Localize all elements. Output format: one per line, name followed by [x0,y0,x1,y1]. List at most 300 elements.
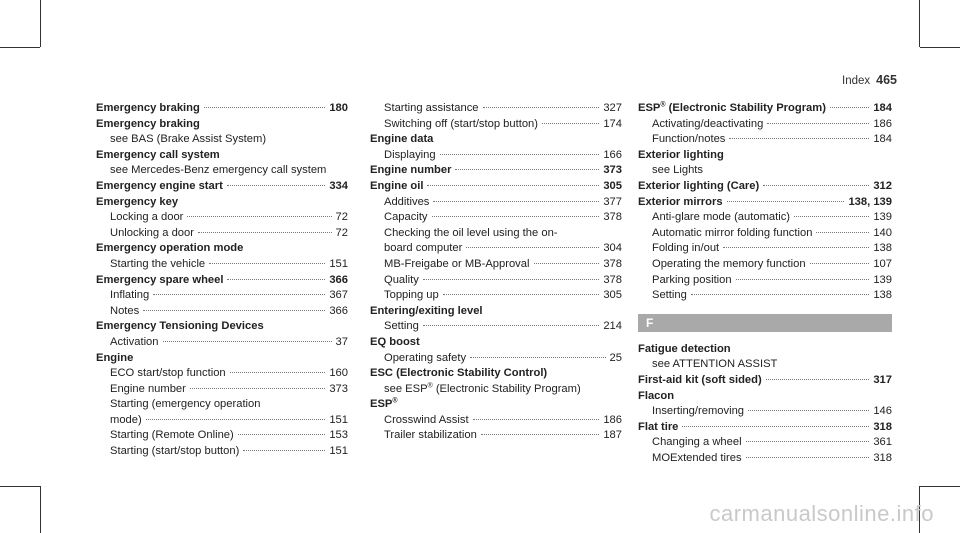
index-subentry [638,257,892,273]
entry-text [96,195,178,211]
index-entry [96,148,348,164]
leader-dots [727,201,845,202]
leader-dots [483,107,600,108]
entry-text [638,342,731,358]
entry-text [110,226,194,242]
entry-text [638,389,674,405]
entry-label: MOExtended tires [652,451,742,464]
entry-label: Engine oil [370,179,424,192]
entry-label: Starting the vehicle [110,257,206,270]
page-ref: 312 [873,179,892,192]
entry-label: Emergency braking [96,117,200,130]
entry-label: Emergency call system [96,148,220,161]
entry-text [384,226,558,242]
index-entry [638,420,892,436]
entry-label: Entering/exiting level [370,304,483,317]
index-subentry [96,288,348,304]
leader-dots [230,372,326,373]
entry-text [652,257,806,273]
entry-label: Checking the oil level using the on- [384,226,558,239]
entry-label: Quality [384,273,419,286]
index-entry [96,101,348,117]
page-ref: 366 [329,273,348,286]
index-subentry [638,357,892,373]
entry-text [370,397,398,413]
page-ref: 318 [873,420,892,433]
entry-label: board computer [384,242,463,255]
entry-text [384,195,429,211]
entry-label: Unlocking a door [110,226,194,239]
entry-text [652,357,777,373]
leader-dots [198,232,332,233]
entry-text [110,304,139,320]
entry-text [110,382,186,398]
entry-label: Displaying [384,148,436,161]
entry-text [370,132,433,148]
index-subentry [638,435,892,451]
entry-text [652,288,687,304]
leader-dots [204,107,325,108]
index-subentry [370,241,622,257]
index-entry [96,117,348,133]
entry-text [110,397,261,413]
crop-mark [40,486,41,533]
leader-dots [190,388,325,389]
entry-label: Operating the memory function [652,257,806,270]
entry-text [110,428,234,444]
page-ref: 361 [873,436,892,449]
page-ref: 214 [603,320,622,333]
entry-text [652,226,812,242]
index-subentry [96,335,348,351]
leader-dots [746,457,870,458]
entry-label: see ESP [384,382,428,395]
page-ref: 72 [335,226,348,239]
page-ref: 317 [873,373,892,386]
entry-text [110,444,239,460]
entry-text [638,195,723,211]
leader-dots [427,185,599,186]
page-ref: 151 [329,413,348,426]
registered-mark: ® [427,381,433,389]
leader-dots [767,123,869,124]
entry-label: Emergency braking [96,102,200,114]
leader-dots [481,434,599,435]
page-ref: 318 [873,451,892,464]
entry-text [110,288,149,304]
page-ref: 366 [329,304,348,317]
index-subentry [370,382,622,398]
leader-dots [146,419,326,420]
page-ref: 140 [873,226,892,239]
index-subentry [638,226,892,242]
leader-dots [766,379,870,380]
index-entry [370,304,622,320]
watermark: carmanualsonline.info [709,501,934,526]
entry-text [652,163,703,179]
entry-label: Locking a door [110,211,184,224]
entry-label: Exterior lighting [638,148,724,161]
entry-label: Exterior lighting (Care) [638,179,760,192]
entry-text [652,132,725,148]
entry-text [384,117,538,133]
entry-text [110,335,159,351]
entry-text [96,319,264,335]
entry-label: Activation [110,335,159,348]
index-subentry [638,117,892,133]
entry-label: Emergency engine start [96,179,223,192]
index-entry [370,179,622,195]
entry-text [384,101,479,117]
index-subentry [96,304,348,320]
entry-label: Topping up [384,289,439,302]
index-subentry [638,132,892,148]
entry-label: Anti-glare mode (automatic) [652,211,791,224]
entry-label: Activating/deactivating [652,117,764,130]
leader-dots [534,263,600,264]
page-ref: 184 [873,133,892,146]
page-ref: 367 [329,289,348,302]
entry-label: Emergency Tensioning Devices [96,320,264,333]
index-subentry [370,428,622,444]
entry-text [384,210,428,226]
page-header [842,73,897,87]
page-ref: 180 [329,102,348,114]
entry-label: Setting [652,289,687,302]
entry-text [370,335,420,351]
leader-dots [736,279,870,280]
leader-dots [227,185,325,186]
index-entry [96,273,348,289]
page-ref: 378 [603,273,622,286]
page-ref: 327 [603,102,622,114]
entry-label: Trailer stabilization [384,429,477,442]
entry-text [638,420,678,436]
page-ref: 334 [329,179,348,192]
index-entry [370,335,622,351]
entry-text [96,241,243,257]
index-entry [638,342,892,358]
leader-dots [748,410,869,411]
index-subentry [370,288,622,304]
entry-text [370,179,423,195]
entry-text [110,163,326,179]
entry-text [652,241,719,257]
page-ref: 139 [873,273,892,286]
entry-label: see Lights [652,164,703,177]
index-subentry [638,404,892,420]
leader-dots [691,294,869,295]
entry-label: see ATTENTION ASSIST [652,358,778,371]
index-entry [638,179,892,195]
entry-text [370,163,451,179]
entry-label: Starting (emergency operation [110,398,261,411]
entry-text [652,210,790,226]
section-letter: F [638,314,892,332]
index-subentry [96,257,348,273]
leader-dots [542,123,599,124]
entry-text [652,117,763,133]
entry-text [96,148,220,164]
index-entry [96,351,348,367]
entry-text [384,257,530,273]
index-subentry [370,148,622,164]
entry-label: Function/notes [652,133,726,146]
entry-text [638,148,724,164]
entry-text [370,304,483,320]
crop-mark [920,486,960,487]
leader-dots [763,185,869,186]
index-entry [370,132,622,148]
index-entry [370,163,622,179]
entry-text [652,451,742,467]
page-number: 465 [876,73,897,87]
leader-dots [153,294,325,295]
page-ref: 146 [873,405,892,418]
index-entry [96,195,348,211]
index-entry [96,319,348,335]
leader-dots [433,201,599,202]
entry-label-cont: (Electronic Stability Program) [665,102,826,114]
leader-dots [243,450,325,451]
leader-dots [830,107,869,108]
entry-text [384,382,581,398]
entry-text [110,210,183,226]
leader-dots [810,263,870,264]
index-subentry [370,195,622,211]
leader-dots [729,138,869,139]
entry-text [384,413,469,429]
entry-text [652,435,742,451]
page-ref: 184 [873,102,892,114]
crop-mark [920,47,960,48]
index-subentry [638,451,892,467]
index-subentry [370,273,622,289]
entry-label: Starting (start/stop button) [110,445,240,458]
entry-text [110,366,226,382]
entry-text [384,241,462,257]
entry-text [110,257,205,273]
page-ref: 377 [603,195,622,208]
entry-label: Capacity [384,211,428,224]
entry-label: Setting [384,320,419,333]
crop-mark [0,47,40,48]
entry-label: Automatic mirror folding function [652,226,813,239]
page-ref: 305 [603,179,622,192]
index-subentry [638,288,892,304]
page-ref: 107 [873,257,892,270]
page-ref: 304 [603,242,622,255]
leader-dots [816,232,869,233]
leader-dots [440,154,600,155]
page-ref: 166 [603,148,622,161]
entry-label: ESC (Electronic Stability Control) [370,367,548,380]
index-entry [638,195,892,211]
index-entry [638,373,892,389]
entry-label: Flacon [638,389,675,402]
page-ref: 186 [873,117,892,130]
index-subentry [370,413,622,429]
entry-label: Switching off (start/stop button) [384,117,539,130]
page-ref: 186 [603,413,622,426]
registered-mark: ® [660,101,666,109]
page-ref: 138, 139 [848,195,892,208]
entry-text [110,132,266,148]
leader-dots [466,247,599,248]
entry-text [96,101,200,117]
entry-label: see Mercedes-Benz emergency call system [110,164,327,177]
entry-text [384,428,477,444]
entry-label: Parking position [652,273,732,286]
entry-label-cont: (Electronic Stability Program) [432,382,581,395]
entry-text [96,117,200,133]
leader-dots [794,216,869,217]
index-subentry [96,366,348,382]
leader-dots [746,441,870,442]
leader-dots [423,325,599,326]
index-subentry [370,351,622,367]
entry-label: ESP [638,102,661,114]
leader-dots [227,279,325,280]
page-ref: 378 [603,211,622,224]
entry-label: Engine [96,351,134,364]
header-title: Index [842,75,871,87]
index-entry [638,148,892,164]
index-column-2 [370,101,622,444]
entry-label: Folding in/out [652,242,720,255]
index-subentry [638,241,892,257]
leader-dots [238,434,326,435]
index-subentry [370,101,622,117]
page-ref: 151 [329,445,348,458]
entry-label: Starting (Remote Online) [110,429,234,442]
index-subentry [638,273,892,289]
entry-text [384,351,466,367]
index-entry [370,397,622,413]
index-subentry [370,257,622,273]
entry-text [652,273,732,289]
leader-dots [163,341,332,342]
index-subentry [96,210,348,226]
index-subentry [96,444,348,460]
index-subentry [638,210,892,226]
index-subentry [638,163,892,179]
index-subentry [370,226,622,242]
page-ref: 37 [335,335,348,348]
entry-label: MB-Freigabe or MB-Approval [384,257,530,270]
entry-label: Engine number [370,164,452,177]
index-subentry [96,163,348,179]
page-ref: 378 [603,257,622,270]
entry-text [638,179,759,195]
entry-text [96,273,223,289]
leader-dots [473,419,600,420]
entry-text [110,413,142,429]
entry-label: Crosswind Assist [384,413,469,426]
entry-text [638,373,762,389]
index-subentry [370,210,622,226]
entry-text [384,148,436,164]
leader-dots [470,357,605,358]
entry-label: Inflating [110,289,150,302]
page-ref: 153 [329,429,348,442]
page-ref: 174 [603,117,622,130]
entry-label: Flat tire [638,420,679,433]
entry-text [96,351,133,367]
entry-label: Emergency key [96,195,179,208]
entry-label: Operating safety [384,351,467,364]
entry-label: Engine number [110,382,186,395]
index-subentry [370,319,622,335]
entry-label: Starting assistance [384,102,479,114]
page-ref: 187 [603,429,622,442]
page-ref: 25 [609,351,622,364]
leader-dots [209,263,325,264]
entry-text [638,101,826,117]
page-ref: 151 [329,257,348,270]
entry-label: see BAS (Brake Assist System) [110,133,267,146]
entry-label: First-aid kit (soft sided) [638,373,762,386]
index-entry [638,389,892,405]
entry-label: Inserting/removing [652,405,745,418]
entry-label: ESP [370,398,393,411]
index-subentry [96,397,348,413]
leader-dots [432,216,600,217]
entry-label: Emergency spare wheel [96,273,224,286]
index-subentry [96,428,348,444]
index-entry [96,179,348,195]
entry-label: Emergency operation mode [96,242,244,255]
entry-text [384,273,419,289]
crop-mark [40,0,41,47]
index-column-3 [638,101,892,466]
entry-label: Additives [384,195,430,208]
page-ref: 138 [873,242,892,255]
index-entry [370,366,622,382]
leader-dots [143,310,325,311]
page-ref: 72 [335,211,348,224]
entry-label: ECO start/stop function [110,367,226,380]
page-ref: 160 [329,367,348,380]
crop-mark [919,0,920,47]
entry-label: Changing a wheel [652,436,742,449]
entry-label: mode) [110,413,142,426]
leader-dots [443,294,600,295]
leader-dots [455,169,599,170]
page-ref: 139 [873,211,892,224]
entry-text [384,319,419,335]
page-ref: 138 [873,289,892,302]
entry-text [384,288,439,304]
entry-text [652,404,744,420]
index-entry [96,241,348,257]
entry-text [96,179,223,195]
index-subentry [96,413,348,429]
leader-dots [187,216,331,217]
index-column-1 [96,101,348,460]
entry-label: Exterior mirrors [638,195,723,208]
index-subentry [96,132,348,148]
leader-dots [682,426,869,427]
entry-label: Notes [110,304,140,317]
registered-mark: ® [392,397,398,405]
leader-dots [723,247,869,248]
index-subentry [96,382,348,398]
page-ref: 373 [603,164,622,177]
page-ref: 373 [329,382,348,395]
entry-label: Engine data [370,133,434,146]
index-subentry [96,226,348,242]
